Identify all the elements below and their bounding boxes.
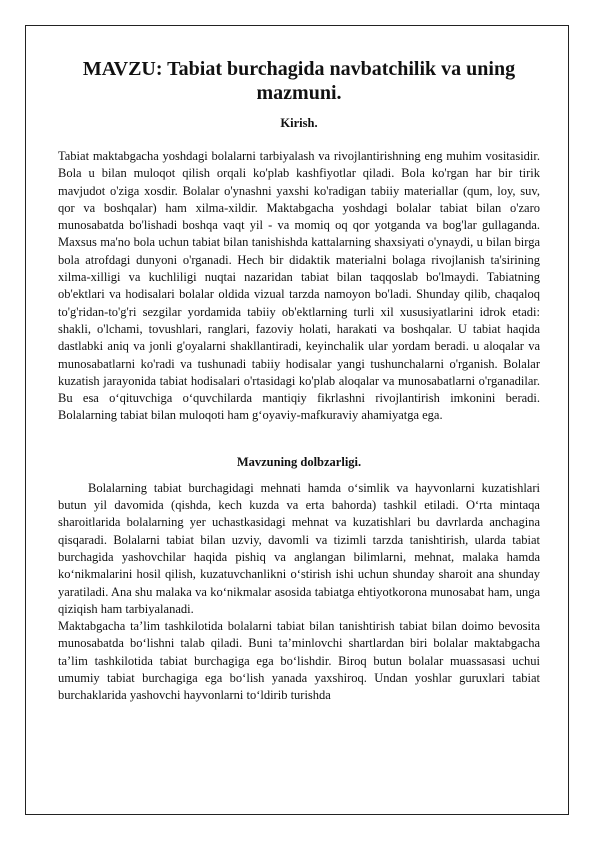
document-title: MAVZU: Tabiat burchagida navbatchilik va uning mazmuni. (82, 58, 516, 104)
document-body (58, 57, 540, 705)
intro-heading: Kirish. (280, 116, 318, 130)
intro-paragraph: Tabiat maktabgacha yoshdagi bolalarni tarbiyalash va rivojlantirishning eng muhim vositasidir. Bola u bilan muloqot qilish orqali ko'plab kashfiyotlar qiladi. Bola ko'rgan har bir tirik mavjudot o'ziga xosdir. Bolalar o'ynashni yaxshi ko'radigan tabiiy materiallar (qum, loy, suv, qor va boshqalar) ham xilma-xildir. Maktabgacha yoshdagi bolalar tabiat bilan o'zaro munosabatda bo'lishadi boshqa vaqt yil - va momiq oq qor yotganda va bog'lar gullaganda. Maxsus ma'no bola uchun tabiat bilan tanishishda kattalarning shaxsiyati o'ynaydi, u bilan birga bola atrofdagi dunyoni o'rganadi. Hech bir didaktik materialni bolaga rivojlanish ta'sirining xilma-xilligi va kuchliligi nuqtai nazaridan tabiat bilan taqqoslab bo'lmaydi. Tabiatning ob'ektlari va hodisalari bolalar oldida vizual tarzda namoyon bo'ladi. Shunday qilib, chaqaloq to'g'ridan-to'g'ri sezgilar yordamida tabiiy ob'ektlarning turli xil xususiyatlarini idrok etadi: shakli, o'lchami, tovushlari, ranglari, fazoviy holati, harakati va boshqalar. U tabiat haqida dastlabki aniq va jonli g'oyalarni shakllantiradi, keyinchalik ular yordam beradi. u aloqalar va munosabatlarni ko'radi va tushunadi tabiiy hodisalar yangi tushunchalarni o'rganish. Bolalar kuzatish jarayonida tabiat hodisalari o'rtasidagi ko'plab aloqalar va munosabatlarni o'rganadilar. Bu esa o‘qituvchiga o‘quvchilarda mantiqiy fikrlashni rivojlantirish imkonini beradi. Bolalarning tabiat bilan muloqoti ham g‘oyaviy-mafkuraviy ahamiyatga ega. (58, 149, 540, 423)
relevance-paragraph-1: Bolalarning tabiat burchagidagi mehnati hamda o‘simlik va hayvonlarni kuzatishlari butun yil davomida (qishda, kech kuzda va erta bahorda) tashkil etiladi. O‘rta mintaqa sharoitlarida bolalarning yer uchastkasidagi mehnat va kuzatishlari bu davrlarda anchagina qisqaradi. Bolalarni tabiat bilan uzviy, davomli va tizimli tarzda tanishtirish, ularda tabiat burchagida yashovchilar haqida pishiq va anglangan bilimlarni, mehnat, malaka hamda ko‘nikmalarini hosil qilish, kuzatuvchanlikni o‘stirish ishi uchun shunday sharoit ana shunday yaratiladi. Ana shu malaka va ko‘nikmalar asosida tabiatga ehtiyotkorona munosabat ham, unga qiziqish ham tarbiyalanadi. (58, 480, 540, 616)
relevance-heading: Mavzuning dolbzarligi. (236, 454, 362, 469)
relevance-paragraph-2: Maktabgacha ta’lim tashkilotida bolalarni tabiat bilan tanishtirish tabiat bilan doimo bevosita munosabatda bo‘lishni talab qiladi. Buni ta’minlovchi shartlardan biri bolalar maktabgacha ta’lim tashkilotida tabiat burchagiga ega bo‘lishdir. Biroq butun bolalar muassasasi uchui umumiy tabiat burchagiga ega bo‘lish yanada yaxshiroq. Undan yoshlar guruxlari tabiat burchaklarida yashovchi hayvonlarni to‘ldirib turishda (58, 619, 540, 703)
